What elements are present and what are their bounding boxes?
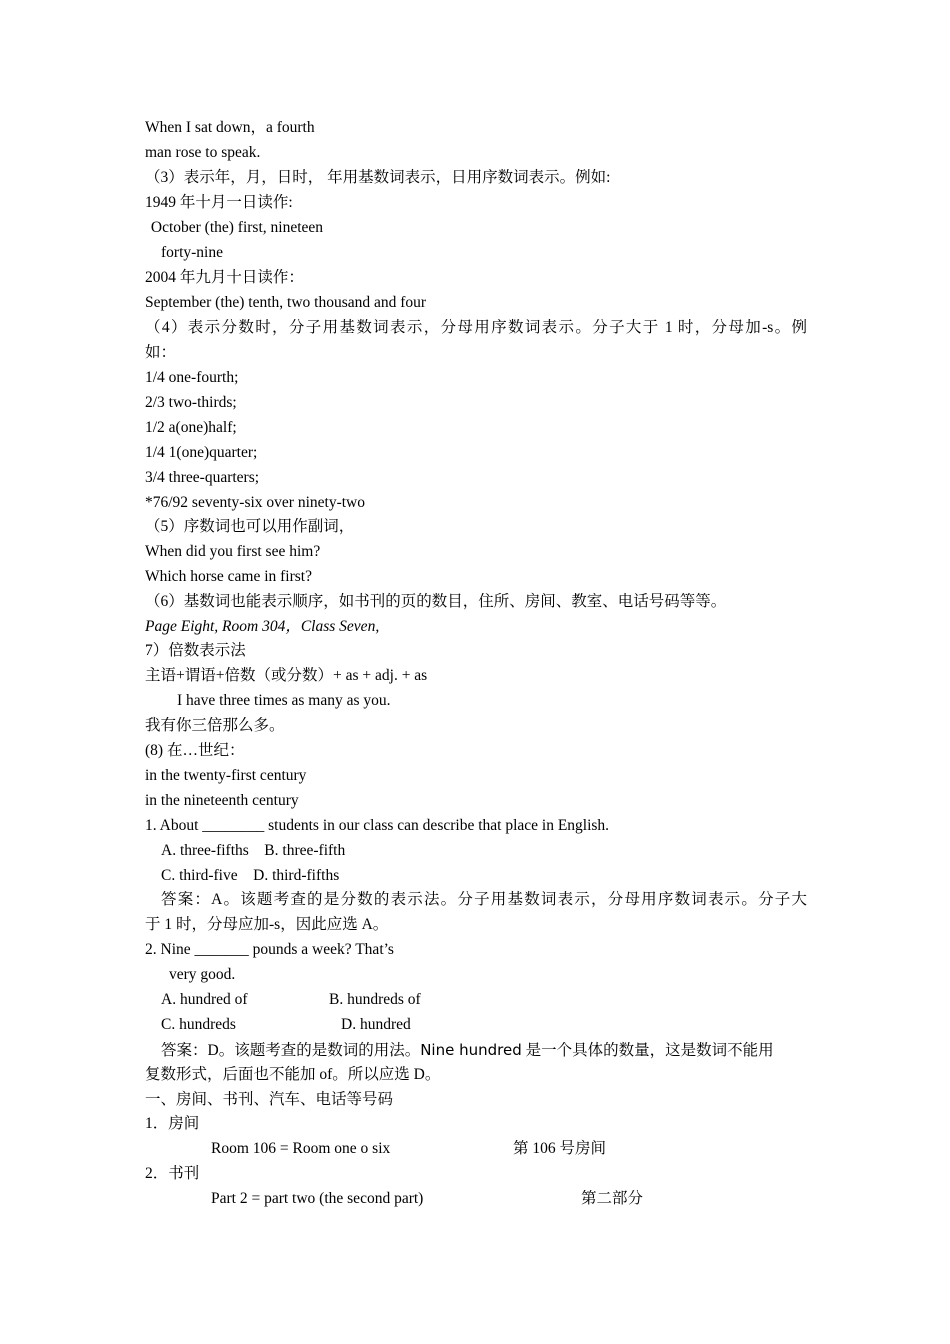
section-heading-7: 7）倍数表示法 [145, 642, 246, 659]
answer-2-term: Nine hundred [420, 1041, 522, 1059]
option-b: B. hundreds of [329, 991, 421, 1008]
text-line: Page Eight, Room 304，Class Seven, [145, 618, 380, 635]
text-line: man rose to speak. [145, 144, 261, 161]
text-line: When I sat down，a fourth [145, 119, 315, 136]
answer-1: 于 1 时，分母应加-s，因此应选 A。 [145, 916, 389, 933]
question-1-options: C. third-five D. third-fifths [161, 867, 340, 884]
example-english: Room 106 = Room one o six [211, 1140, 391, 1157]
answer-1: 答案：A。该题考查的是分数的表示法。分子用基数词表示，分母用序数词表示。分子大 [161, 891, 807, 908]
answer-2: 复数形式，后面也不能加 of。所以应选 D。 [145, 1066, 441, 1083]
text-line: 1/4 1(one)quarter; [145, 444, 258, 461]
question-2: 2. Nine _______ pounds a week? That’s [145, 941, 394, 958]
section-heading-8: (8) 在…世纪： [145, 742, 245, 759]
section-heading-4: （4）表示分数时，分子用基数词表示，分母用序数词表示。分子大于 1 时，分母加-s。例 [145, 319, 807, 336]
example-chinese: 第 106 号房间 [513, 1140, 607, 1157]
text-line: 2/3 two-thirds; [145, 394, 237, 411]
text-line: September (the) tenth, two thousand and four [145, 294, 427, 311]
text-line: in the nineteenth century [145, 792, 299, 809]
example-english: Part 2 = part two (the second part) [211, 1190, 424, 1207]
text-line: October (the) first, nineteen [147, 219, 324, 236]
text-line: 2004 年九月十日读作： [145, 269, 304, 286]
text-line: 1/4 one-fourth; [145, 369, 239, 386]
text-line: forty-nine [161, 244, 223, 261]
option-d: D. hundred [341, 1016, 411, 1033]
question-1: 1. About ________ students in our class can describe that place in English. [145, 817, 610, 834]
question-1-options: A. three-fifths B. three-fifth [161, 842, 346, 859]
answer-2 [161, 1040, 774, 1061]
item-heading: 2．书刊 [145, 1165, 200, 1182]
text-line: When did you first see him? [145, 543, 321, 560]
text-line: 主语+谓语+倍数（或分数）+ as + adj. + as [145, 667, 428, 684]
answer-2-text: 答案：D。该题考查的是数词的用法。 [161, 1042, 421, 1059]
question-2: very good. [169, 966, 236, 983]
text-line: 3/4 three-quarters; [145, 469, 260, 486]
text-line: Which horse came in first? [145, 568, 312, 585]
section-heading-one: 一、房间、书刊、汽车、电话等号码 [145, 1091, 394, 1108]
item-heading: 1．房间 [145, 1115, 200, 1132]
section-heading-6: （6）基数词也能表示顺序，如书刊的页的数目，住所、房间、教室、电话号码等等。 [145, 593, 727, 610]
text-line: I have three times as many as you. [177, 692, 391, 709]
example-chinese: 第二部分 [581, 1190, 644, 1207]
text-line: 1949 年十月一日读作: [145, 194, 293, 211]
text-line: 1/2 a(one)half; [145, 419, 237, 436]
text-line: 我有你三倍那么多。 [145, 717, 285, 734]
answer-2-text: 是一个具体的数量，这是数词不能用 [521, 1042, 774, 1059]
option-c: C. hundreds [161, 1016, 236, 1033]
text-line: 如： [145, 344, 177, 361]
section-heading-5: （5）序数词也可以用作副词， [145, 518, 355, 535]
section-heading-3: （3）表示年，月，日时， 年用基数词表示，日用序数词表示。例如: [145, 169, 611, 186]
text-line: *76/92 seventy-six over ninety-two [145, 494, 365, 511]
text-line: in the twenty-first century [145, 767, 307, 784]
option-a: A. hundred of [161, 991, 248, 1008]
